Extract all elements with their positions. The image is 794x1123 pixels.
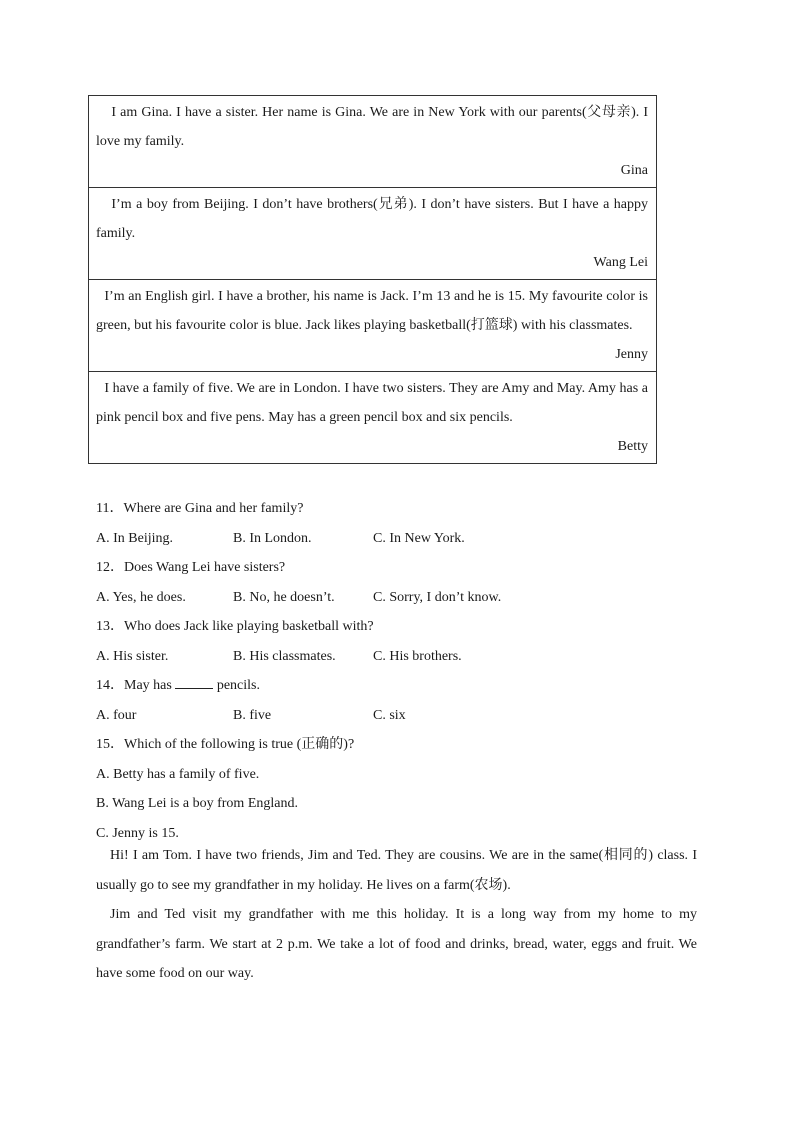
question-12 (96, 553, 716, 612)
option-a[interactable]: A. His sister. (96, 648, 169, 664)
passage-author: Betty (617, 439, 648, 454)
reading-paragraph: Hi! I am Tom. I have two friends, Jim and Ted. They are cousins. We are in the same(相同的) class. I usually go to see my grandfather in my holiday. He lives on a farm(农场). (96, 848, 697, 893)
answer-blank[interactable] (175, 674, 213, 689)
passage-row-gina (89, 96, 657, 188)
option-c[interactable]: C. six (373, 707, 406, 723)
passage-text: I’m an English girl. I have a brother, his name is Jack. I’m 13 and he is 15. My favourite color is green, but his favourite color is blue. Jack likes playing basketball(打篮球) with his classmates. (96, 289, 648, 333)
question-stem: 13．Who does Jack like playing basketball with? (96, 619, 374, 634)
passage-row-wang-lei (89, 188, 657, 280)
passage-author: Jenny (615, 347, 648, 362)
option-a[interactable]: A. Yes, he does. (96, 589, 186, 605)
question-stem: 12．Does Wang Lei have sisters? (96, 560, 286, 575)
question-stem (96, 671, 716, 701)
passage-text: I am Gina. I have a sister. Her name is Gina. We are in New York with our parents(父母亲). I love my family. (96, 105, 648, 149)
option-c[interactable]: C. In New York. (373, 530, 465, 546)
passage-table (88, 95, 657, 464)
passage-text: I have a family of five. We are in London. I have two sisters. They are Amy and May. Amy has a pink pencil box and five pens. May has a green pencil box and six pencils. (96, 381, 648, 425)
option-a[interactable]: A. four (96, 707, 137, 723)
option-b[interactable]: B. five (233, 707, 272, 723)
option-a[interactable]: A. In Beijing. (96, 530, 173, 546)
question-options (96, 701, 716, 731)
option-c[interactable]: C. Jenny is 15. (96, 825, 179, 841)
reading-passage (96, 841, 697, 989)
question-options (96, 583, 716, 613)
question-list (96, 494, 716, 848)
passage-cell (89, 280, 657, 372)
question-stem-before: 14．May has (96, 678, 172, 693)
question-stem: 15．Which of the following is true (正确的)? (96, 737, 355, 752)
option-a[interactable]: A. Betty has a family of five. (96, 766, 260, 782)
passage-row-jenny (89, 280, 657, 372)
passage-cell (89, 188, 657, 280)
question-13 (96, 612, 716, 671)
question-15 (96, 730, 716, 848)
option-c[interactable]: C. Sorry, I don’t know. (373, 589, 502, 605)
question-options (96, 642, 716, 672)
passage-cell (89, 372, 657, 464)
option-b[interactable]: B. Wang Lei is a boy from England. (96, 796, 298, 811)
question-options (96, 524, 716, 554)
question-stem: 11．Where are Gina and her family? (96, 501, 304, 516)
option-b[interactable]: B. No, he doesn’t. (233, 589, 335, 605)
question-14 (96, 671, 716, 730)
passage-author: Gina (620, 163, 648, 178)
passage-author: Wang Lei (593, 255, 648, 270)
option-b[interactable]: B. In London. (233, 530, 312, 546)
reading-paragraph: Jim and Ted visit my grandfather with me this holiday. It is a long way from my home to my grandfather’s farm. We start at 2 p.m. We take a lot of food and drinks, bread, water, eggs and fruit. We have some food on our way. (96, 907, 697, 981)
question-11 (96, 494, 716, 553)
option-c[interactable]: C. His brothers. (373, 648, 462, 664)
passage-text: I’m a boy from Beijing. I don’t have brothers(兄弟). I don’t have sisters. But I have a happy family. (96, 197, 648, 241)
passage-row-betty (89, 372, 657, 464)
option-b[interactable]: B. His classmates. (233, 648, 336, 664)
passage-cell (89, 96, 657, 188)
question-stem-after: pencils. (216, 678, 260, 693)
